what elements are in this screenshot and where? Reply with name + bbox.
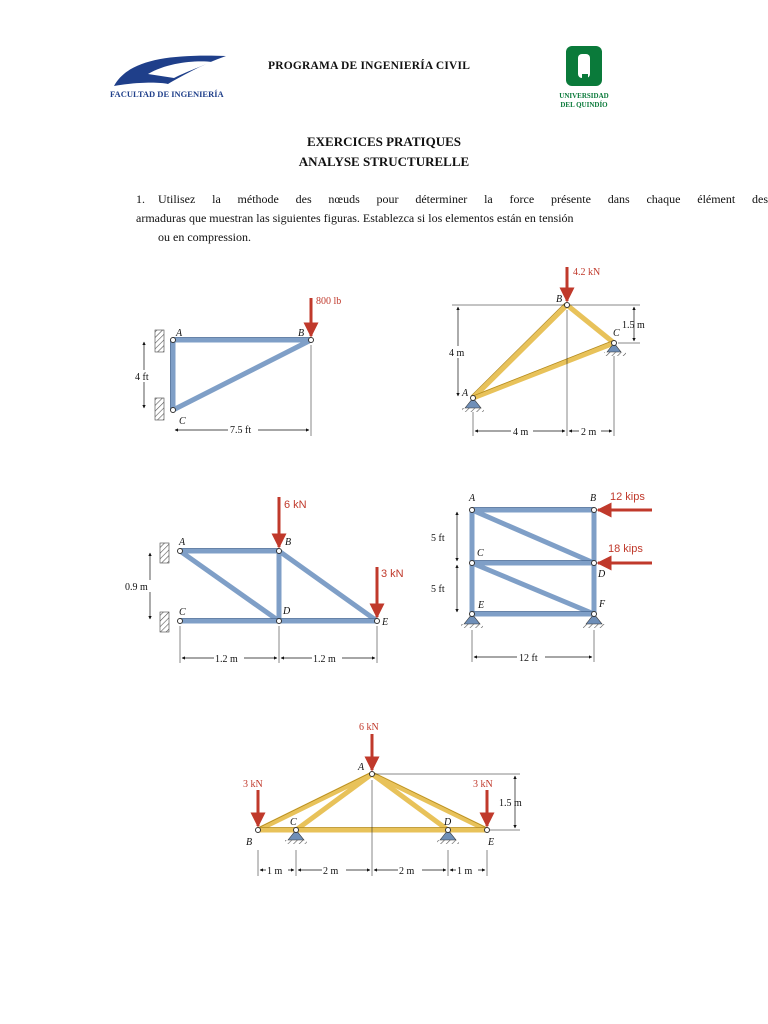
- figure-5-truss: [243, 722, 522, 877]
- fig3-node-a: A: [179, 537, 186, 548]
- fig3-member-be: [279, 551, 377, 621]
- fig1-dim-width: 7.5 ft: [230, 425, 252, 436]
- fig1-node-c: C: [179, 416, 186, 427]
- fig4-joint-a: [470, 508, 475, 513]
- figure-4-truss: [430, 491, 652, 664]
- fig2-joint-b: [565, 303, 570, 308]
- fig1-node-b: B: [298, 328, 305, 339]
- fig3-load1-label: 6 kN: [284, 499, 307, 511]
- fig5-load-top-label: 6 kN: [359, 722, 379, 733]
- fig5-dim-w2: 2 m: [323, 866, 339, 877]
- fig5-load-left-label: 3 kN: [243, 779, 263, 790]
- fig5-member-ad: [372, 774, 448, 830]
- fig3-node-d: D: [283, 606, 291, 617]
- fig2-member-ac: [473, 343, 614, 398]
- fig2-load-label: 4.2 kN: [573, 267, 601, 278]
- fig2-node-c: C: [613, 328, 620, 339]
- question-text-line1: Utilisez la méthode des nœuds pour déterminer la force présente dans chaque élément des: [158, 192, 768, 206]
- fig3-joint-c: [178, 619, 183, 624]
- document-title-line1: EXERCICES PRATIQUES: [307, 134, 461, 149]
- fig2-dim-width2: 2 m: [581, 427, 597, 438]
- fig4-node-a: A: [469, 493, 476, 504]
- fig5-joint-d: [446, 828, 451, 833]
- program-title: PROGRAMA DE INGENIERÍA CIVIL: [268, 60, 471, 72]
- fig1-node-a: A: [176, 328, 183, 339]
- fig5-load-right-label: 3 kN: [473, 779, 493, 790]
- fig4-member-ad: [472, 510, 594, 563]
- fig3-joint-d: [277, 619, 282, 624]
- fig5-joint-a: [370, 772, 375, 777]
- fig2-dim-height: 4 m: [449, 348, 465, 359]
- fig4-dim-height1: 5 ft: [431, 533, 445, 544]
- fig3-node-c: C: [179, 607, 186, 618]
- fig1-load-label: 800 lb: [316, 296, 342, 307]
- fig3-dim-width2: 1.2 m: [313, 654, 336, 665]
- university-logo-text-2: DEL QUINDÍO: [560, 101, 608, 109]
- fig4-load2-label: 18 kips: [608, 543, 643, 555]
- fig1-member-bc: [173, 340, 311, 410]
- fig5-node-e: E: [488, 837, 495, 848]
- fig1-joint-a: [171, 338, 176, 343]
- fig1-joint-b: [309, 338, 314, 343]
- fig5-joint-e: [485, 828, 490, 833]
- fig5-node-d: D: [444, 817, 452, 828]
- fig1-joint-c: [171, 408, 176, 413]
- fig2-member-bc: [567, 305, 614, 343]
- faculty-logo-text: FACULTAD DE INGENIERÍA: [110, 89, 224, 99]
- fig5-member-ab: [258, 774, 372, 830]
- fig4-joint-b: [592, 508, 597, 513]
- fig3-wall-support-c: [160, 612, 169, 632]
- fig5-dim-w3: 2 m: [399, 866, 415, 877]
- fig2-joint-a: [471, 396, 476, 401]
- fig4-node-c: C: [477, 548, 484, 559]
- fig3-node-b: B: [285, 537, 292, 548]
- fig5-member-ae: [372, 774, 487, 830]
- fig4-dim-width: 12 ft: [519, 653, 538, 664]
- fig4-joint-f: [592, 612, 597, 617]
- fig4-member-cf: [472, 563, 594, 614]
- fig4-dim-height2: 5 ft: [431, 584, 445, 595]
- fig4-node-d: D: [598, 569, 606, 580]
- fig5-node-a: A: [358, 762, 365, 773]
- fig5-dim-w4: 1 m: [457, 866, 473, 877]
- fig5-joint-c: [294, 828, 299, 833]
- fig2-node-a: A: [462, 388, 469, 399]
- fig3-load2-label: 3 kN: [381, 568, 404, 580]
- fig4-load1-label: 12 kips: [610, 491, 645, 503]
- fig5-dim-height: 1.5 m: [499, 798, 522, 809]
- fig5-joint-b: [256, 828, 261, 833]
- fig1-dim-height: 4 ft: [135, 372, 149, 383]
- fig4-joint-c: [470, 561, 475, 566]
- fig3-dim-height: 0.9 m: [125, 582, 148, 593]
- fig3-dim-width1: 1.2 m: [215, 654, 238, 665]
- fig1-wall-support-c: [155, 398, 164, 420]
- question-text-line2: armaduras que muestran las siguientes figuras. Establezca si los elementos están en tensión: [136, 211, 574, 225]
- fig2-dim-width1: 4 m: [513, 427, 529, 438]
- fig3-node-e: E: [382, 617, 389, 628]
- figure-1-truss: [134, 296, 341, 436]
- fig2-dim-offset: 1.5 m: [622, 320, 645, 331]
- fig4-node-b: B: [590, 493, 597, 504]
- question-number: 1.: [136, 192, 145, 206]
- fig4-node-f: F: [599, 599, 606, 610]
- fig3-member-ad: [180, 551, 279, 621]
- fig3-joint-e: [375, 619, 380, 624]
- fig4-joint-d: [592, 561, 597, 566]
- fig2-member-ab: [473, 305, 567, 398]
- fig3-joint-b: [277, 549, 282, 554]
- university-logo-text-1: UNIVERSIDAD: [559, 92, 609, 100]
- fig2-node-b: B: [556, 294, 563, 305]
- fig5-dim-w1: 1 m: [267, 866, 283, 877]
- document-title-line2: ANALYSE STRUCTURELLE: [298, 154, 470, 169]
- fig1-wall-support-a: [155, 330, 164, 352]
- figure-2-truss: [447, 267, 645, 438]
- fig5-node-b: B: [246, 837, 253, 848]
- question-text-line3: ou en compression.: [158, 230, 251, 244]
- fig3-joint-a: [178, 549, 183, 554]
- figure-3-truss: [124, 497, 404, 665]
- fig5-member-ac: [296, 774, 372, 830]
- fig3-wall-support-a: [160, 543, 169, 563]
- fig4-joint-e: [470, 612, 475, 617]
- fig4-node-e: E: [478, 600, 485, 611]
- fig2-joint-c: [612, 341, 617, 346]
- fig5-node-c: C: [290, 817, 297, 828]
